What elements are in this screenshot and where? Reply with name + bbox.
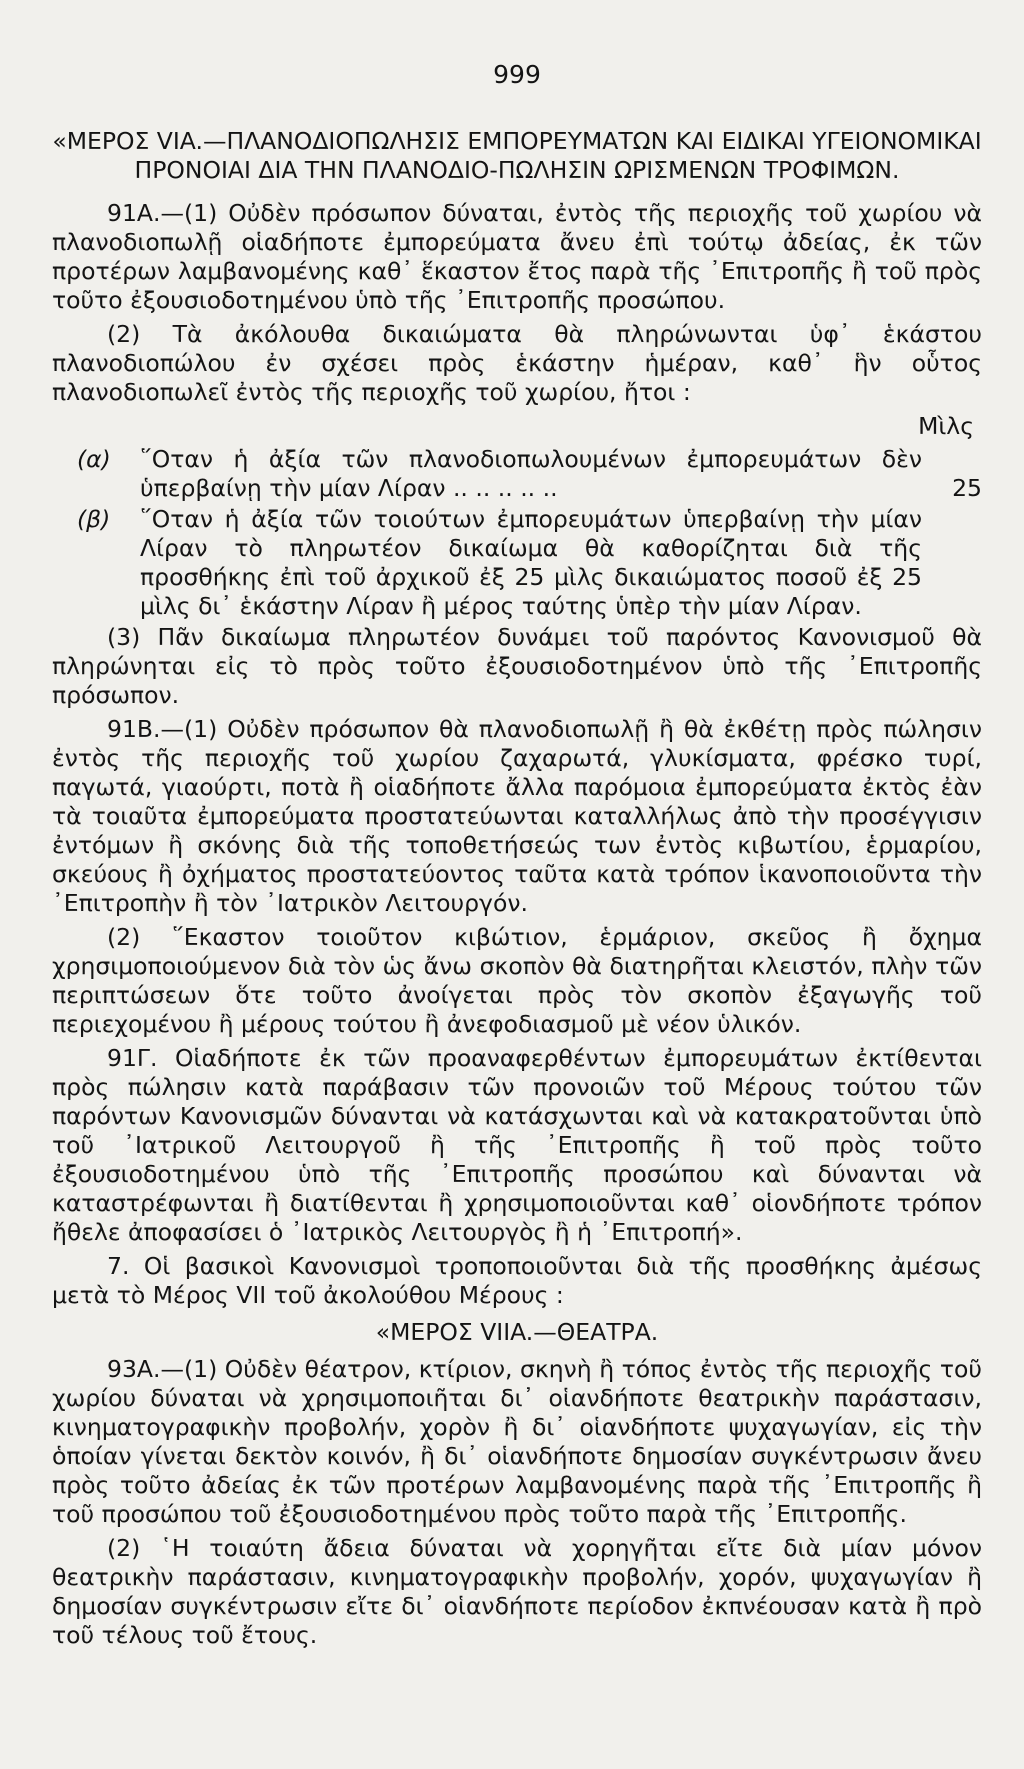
- section-heading: «ΜΕΡΟΣ VIIA.—ΘΕΑΤΡΑ.: [375, 1318, 659, 1346]
- part-heading: «ΜΕΡΟΣ VIA.—ΠΛΑΝΟΔΙΟΠΩΛΗΣΙΣ ΕΜΠΟΡΕΥΜΑΤΩΝ ΚΑΙ ΕΙΔΙΚΑΙ ΥΓΕΙΟΝΟΜΙΚΑΙ ΠΡΟΝΟΙΑΙ ΔΙΑ ΤΗΝ ΠΛΑΝΟΔΙΟ-ΠΩΛΗΣΙΝ ΩΡΙΣΜΕΝΩΝ ΤΡΟΦΙΜΩΝ.: [52, 127, 982, 184]
- paragraph-91a-1: 91Α.—(1) Οὐδὲν πρόσωπον δύναται, ἐντὸς τῆς περιοχῆς τοῦ χωρίου νὰ πλανοδιοπωλῇ οἱαδήποτε ἐμπορεύματα ἄνευ ἐπὶ τούτῳ ἀδείας, ἐκ τῶν προτέρων λαμβανομένης καθ᾽ ἕκαστον ἔτος παρὰ τῆς ᾽Επιτροπῆς ἢ τοῦ πρὸς τοῦτο ἐξουσιοδοτημένου ὑπὸ τῆς ᾽Επιτροπῆς προσώπου.: [52, 199, 982, 314]
- paragraph-93a-1: 93Α.—(1) Οὐδὲν θέατρον, κτίριον, σκηνὴ ἢ τόπος ἐντὸς τῆς περιοχῆς τοῦ χωρίου δύναται νὰ χρησιμοποιῆται δι᾽ οἱανδήποτε θεατρικὴν παράστασιν, κινηματογραφικὴν προβολήν, χορὸν ἢ δι᾽ οἱανδήποτε ψυχαγωγίαν, εἰς τὴν ὁποίαν γίνεται δεκτὸν κοινόν, ἢ δι᾽ οἱανδήποτε δημοσίαν συγκέντρωσιν ἄνευ πρὸς τοῦτο ἀδείας ἐκ τῶν προτέρων λαμβανομένης παρὰ τῆς ᾽Επιτροπῆς ἢ τοῦ προσώπου τοῦ ἐξουσιοδοτημένου πρὸς τοῦτο παρὰ τῆς ᾽Επιτροπῆς.: [52, 1355, 982, 1528]
- item-marker: (α): [77, 445, 111, 473]
- fee-item-a: [52, 445, 982, 503]
- paragraph-91a-3: (3) Πᾶν δικαίωμα πληρωτέον δυνάμει τοῦ παρόντος Κανονισμοῦ θὰ πληρώνηται εἰς τὸ πρὸς τοῦτο ἐξουσιοδοτημένον ὑπὸ τῆς ᾽Επιτροπῆς πρόσωπον.: [52, 623, 982, 709]
- page-number: 999: [493, 60, 541, 89]
- fee-item-b: [52, 505, 982, 621]
- item-amount: 25: [952, 474, 982, 502]
- paragraph-93a-2: (2) ῾Η τοιαύτη ἄδεια δύναται νὰ χορηγῆται εἴτε διὰ μίαν μόνον θεατρικὴν παράστασιν, κινηματογραφικὴν προβολήν, χορόν, ψυχαγωγίαν ἢ δημοσίαν συγκέντρωσιν εἴτε δι᾽ οἱανδήποτε περίοδον ἐκπνέουσαν κατὰ ἢ πρὸ τοῦ τέλους τοῦ ἔτους.: [52, 1534, 982, 1649]
- paragraph-91b-2: (2) ῞Εκαστον τοιοῦτον κιβώτιον, ἑρμάριον, σκεῦος ἢ ὄχημα χρησιμοποιούμενον διὰ τὸν ὡς ἄνω σκοπὸν θὰ διατηρῆται κλειστόν, πλὴν τῶν περιπτώσεων ὅτε τοῦτο ἀνοίγεται πρὸς τὸν σκοπὸν ἐξαγωγῆς τοῦ περιεχομένου ἢ μέρους τούτου ἢ ἀνεφοδιασμοῦ μὲ νέον ὑλικόν.: [52, 923, 982, 1038]
- paragraph-91b-1: 91Β.—(1) Οὐδὲν πρόσωπον θὰ πλανοδιοπωλῇ ἢ θὰ ἐκθέτῃ πρὸς πώλησιν ἐντὸς τῆς περιοχῆς τοῦ χωρίου ζαχαρωτά, γλυκίσματα, φρέσκο τυρί, παγωτά, γιαούρτι, ποτὰ ἢ οἱαδήποτε ἄλλα παρόμοια ἐμπορεύματα ἐκτὸς ἐὰν τὰ τοιαῦτα ἐμπορεύματα προστατεύωνται καταλλήλως ἀπὸ τὴν προσέγγισιν ἐντόμων ἢ σκόνης διὰ τῆς τοποθετήσεώς των ἐντὸς κιβωτίου, ἑρμαρίου, σκεύους ἢ ὀχήματος προστατεύοντος ταῦτα κατὰ τρόπον ἱκανοποιοῦντα τὴν ᾽Επιτροπὴν ἢ τὸν ᾽Ιατρικὸν Λειτουργόν.: [52, 715, 982, 917]
- item-marker: (β): [77, 505, 111, 533]
- item-text: ῞Οταν ἡ ἀξία τῶν πλανοδιοπωλουμένων ἐμπορευμάτων δὲν ὑπερβαίνῃ τὴν μίαν Λίραν .. .. .. .. ..: [140, 445, 922, 502]
- paragraph-91g: 91Γ. Οἱαδήποτε ἐκ τῶν προαναφερθέντων ἐμπορευμάτων ἐκτίθενται πρὸς πώλησιν κατὰ παράβασιν τῶν προνοιῶν τοῦ Μέρους τούτου τῶν παρόντων Κανονισμῶν δύνανται νὰ κατάσχωνται καὶ νὰ κατακρατοῦνται ὑπὸ τοῦ ᾽Ιατρικοῦ Λειτουργοῦ ἢ τῆς ᾽Επιτροπῆς ἢ τοῦ πρὸς τοῦτο ἐξουσιοδοτημένου ὑπὸ τῆς ᾽Επιτροπῆς προσώπου καὶ δύνανται νὰ καταστρέφωνται ἢ διατίθενται ἢ χρησιμοποιοῦνται καθ᾽ οἱονδήποτε τρόπον ἤθελε ἀποφασίσει ὁ ᾽Ιατρικὸς Λειτουργὸς ἢ ἡ ᾽Επιτροπή».: [52, 1044, 982, 1246]
- item-text: ῞Οταν ἡ ἀξία τῶν τοιούτων ἐμπορευμάτων ὑπερβαίνῃ τὴν μίαν Λίραν τὸ πληρωτέον δικαίωμα θὰ καθορίζηται διὰ τῆς προσθήκης ἐπὶ τοῦ ἀρχικοῦ ἐξ 25 μὶλς δικαιώματος ποσοῦ ἐξ 25 μὶλς δι᾽ ἑκάστην Λίραν ἢ μέρος ταύτης ὑπὲρ τὴν μίαν Λίραν.: [140, 505, 922, 620]
- document-page: [52, 60, 982, 1655]
- paragraph-7: 7. Οἱ βασικοὶ Κανονισμοὶ τροποποιοῦνται διὰ τῆς προσθήκης ἀμέσως μετὰ τὸ Μέρος VII τοῦ ἀκολούθου Μέρους :: [52, 1252, 982, 1309]
- unit-header: Μὶλς: [918, 412, 974, 440]
- paragraph-91a-2: (2) Τὰ ἀκόλουθα δικαιώματα θὰ πληρώνωνται ὑφ᾽ ἑκάστου πλανοδιοπώλου ἐν σχέσει πρὸς ἑκάστην ἡμέραν, καθ᾽ ἣν οὗτος πλανοδιοπωλεῖ ἐντὸς τῆς περιοχῆς τοῦ χωρίου, ἤτοι :: [52, 320, 982, 406]
